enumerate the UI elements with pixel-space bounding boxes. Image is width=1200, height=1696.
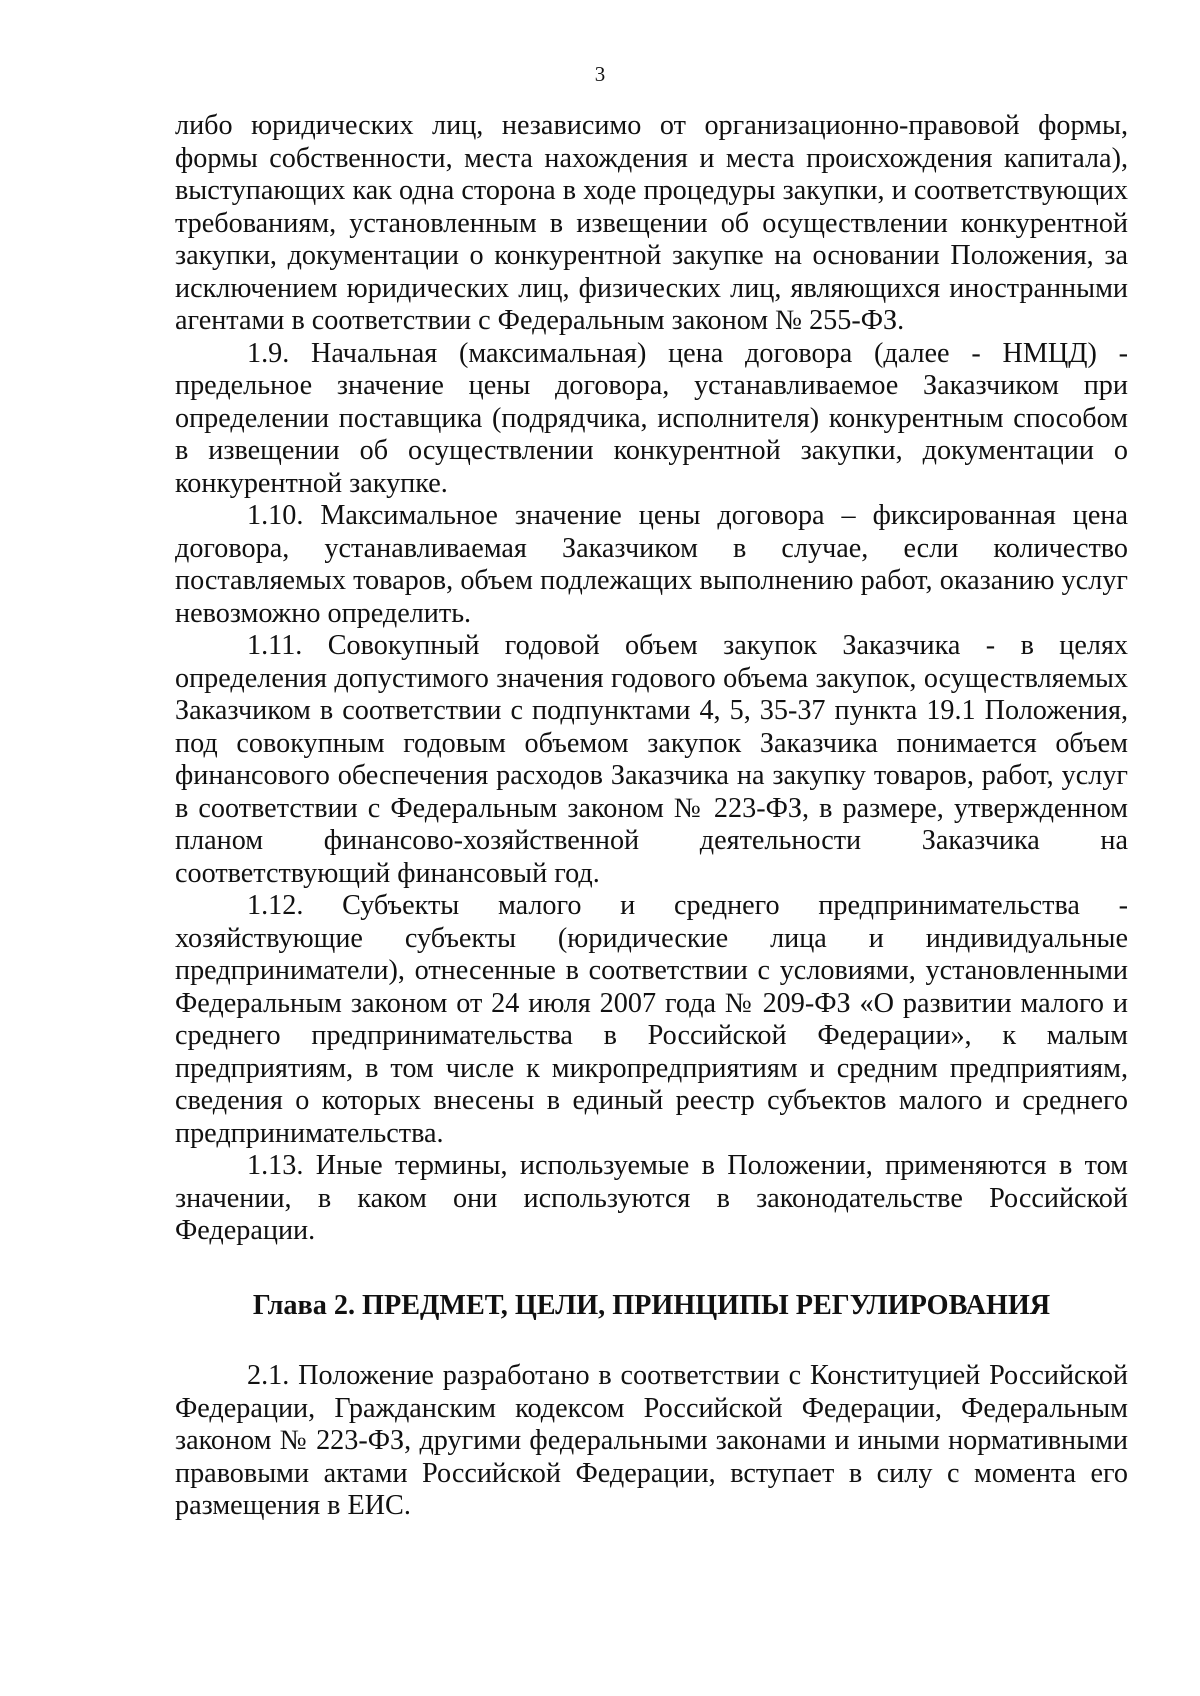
document-body [175,110,1128,1523]
paragraph-1-9: 1.9. Начальная (максимальная) цена договора (далее - НМЦД) - предельное значение цены договора, устанавливаемое Заказчиком при определении поставщика (подрядчика, исполнителя) конкурентным способом в извещении об осуществлении конкурентной закупки, документации о конкурентной закупке. [175,337,1128,499]
paragraph-1-12: 1.12. Субъекты малого и среднего предпринимательства - хозяйствующие субъекты (юридические лица и индивидуальные предприниматели), отнесенные в соответствии с условиями, установленными Федеральным законом от 24 июля 2007 года № 209-ФЗ «О развитии малого и среднего предпринимательства в Российской Федерации», к малым предприятиям, в том числе к микропредприятиям и средним предприятиям, сведения о которых внесены в единый реестр субъектов малого и среднего предпринимательства. [175,890,1128,1149]
paragraph-1-13: 1.13. Иные термины, используемые в Положении, применяются в том значении, в каком они используются в законодательстве Российской Федерации. [175,1150,1128,1246]
paragraph-1-11: 1.11. Совокупный годовой объем закупок Заказчика - в целях определения допустимого значения годового объема закупок, осуществляемых Заказчиком в соответствии с подпунктами 4, 5, 35-37 пункта 19.1 Положения, под совокупным годовым объемом закупок Заказчика понимается объем финансового обеспечения расходов Заказчика на закупку товаров, работ, услуг в соответствии с Федеральным законом № 223-ФЗ, в размере, утвержденном планом финансово-хозяйственной деятельности Заказчика на соответствующий финансовый год. [175,630,1128,889]
paragraph-1-10: 1.10. Максимальное значение цены договора – фиксированная цена договора, устанавливаемая Заказчиком в случае, если количество поставляемых товаров, объем подлежащих выполнению работ, оказанию услуг невозможно определить. [175,500,1128,629]
paragraph-2-1: 2.1. Положение разработано в соответствии с Конституцией Российской Федерации, Гражданским кодексом Российской Федерации, Федеральным законом № 223-ФЗ, другими федеральными законами и иными нормативными правовыми актами Российской Федерации, вступает в силу с момента его размещения в ЕИС. [175,1360,1128,1521]
paragraph-continuation: либо юридических лиц, независимо от организационно-правовой формы, формы собственности, места нахождения и места происхождения капитала), выступающих как одна сторона в ходе процедуры закупки, и соответствующих требованиям, установленным в извещении об осуществлении конкурентной закупки, документации о конкурентной закупке на основании Положения, за исключением юридических лиц, физических лиц, являющихся иностранными агентами в соответствии с Федеральным законом № 255-ФЗ. [175,110,1128,336]
chapter-2-title: Глава 2. ПРЕДМЕТ, ЦЕЛИ, ПРИНЦИПЫ РЕГУЛИРОВАНИЯ [252,1289,1051,1321]
page-number: 3 [594,62,606,86]
